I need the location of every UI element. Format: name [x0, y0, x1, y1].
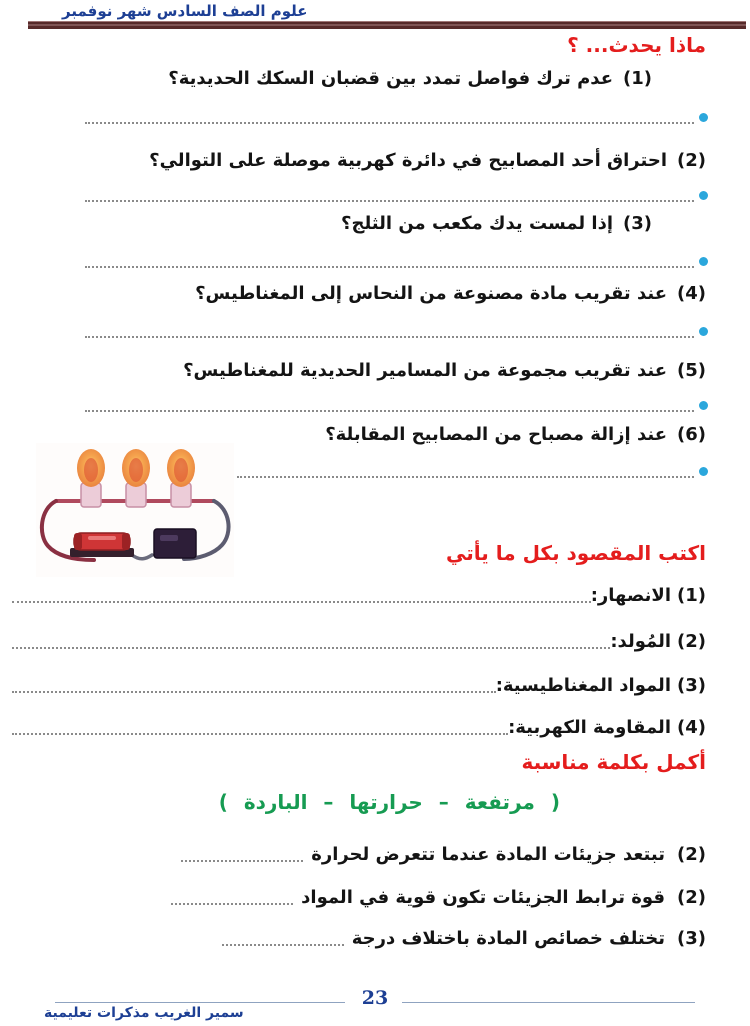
item-text: تختلف خصائص المادة باختلاف درجة — [351, 928, 665, 949]
answer-dotted-line — [85, 112, 694, 124]
question-text: إذا لمست يدك مكعب من الثلج؟ — [341, 213, 613, 234]
battery — [70, 533, 134, 557]
series-circuit-image — [36, 443, 234, 577]
complete-item-1 — [181, 844, 706, 865]
question-text: عدم ترك فواصل تمدد بين قضبان السكك الحديدية؟ — [168, 68, 613, 89]
question-number: (6) — [677, 424, 706, 445]
item-number: (3) — [677, 675, 706, 696]
complete-item-2 — [171, 887, 706, 908]
answer-dotted-line — [12, 721, 508, 735]
item-number: (3) — [677, 928, 706, 949]
question-number: (2) — [677, 150, 706, 171]
bullet-dot-icon — [699, 257, 708, 266]
footer-divider-right — [402, 1002, 695, 1003]
answer-dotted-line — [85, 256, 694, 268]
circuit-illustration — [36, 443, 234, 577]
answer-line-1 — [85, 112, 708, 130]
question-5 — [183, 360, 706, 381]
answer-dotted-line — [85, 400, 694, 412]
switch — [154, 529, 196, 558]
question-4 — [195, 283, 706, 304]
definition-item-4 — [8, 717, 706, 738]
footer-credit: سمير الغريب مذكرات تعليمية — [44, 1005, 244, 1021]
page-header-title: علوم الصف السادس شهر نوفمبر — [62, 2, 308, 20]
section-definitions-heading: اكتب المقصود بكل ما يأتي — [446, 541, 706, 565]
word-bank: ( مرتفعة – حرارتها – الباردة ) — [218, 790, 560, 814]
answer-dotted-line — [181, 848, 303, 862]
footer-divider-left — [55, 1002, 345, 1003]
definition-item-2 — [8, 631, 706, 652]
item-number: (2) — [677, 887, 706, 908]
answer-line-6 — [237, 466, 708, 484]
item-text: تبتعد جزيئات المادة عندما تتعرض لحرارة — [311, 844, 665, 865]
question-1 — [168, 68, 652, 89]
item-number: (2) — [677, 844, 706, 865]
answer-line-3 — [85, 256, 708, 274]
question-number: (5) — [677, 360, 706, 381]
answer-dotted-line — [171, 891, 293, 905]
question-3 — [341, 213, 652, 234]
question-text: عند تقريب مادة مصنوعة من النحاس إلى المغناطيس؟ — [195, 283, 667, 304]
bullet-dot-icon — [699, 401, 708, 410]
header-divider — [28, 21, 746, 29]
question-text: عند إزالة مصباح من المصابيح المقابلة؟ — [325, 424, 667, 445]
question-text: احتراق أحد المصابيح في دائرة كهربية موصلة على التوالي؟ — [149, 150, 667, 171]
answer-line-2 — [85, 190, 708, 208]
answer-dotted-line — [85, 326, 694, 338]
page-number: 23 — [361, 987, 389, 1009]
question-2 — [149, 150, 706, 171]
answer-line-4 — [85, 326, 708, 344]
term-label: المُولد: — [610, 631, 671, 652]
definition-item-1 — [8, 585, 706, 606]
term-label: المقاومة الكهربية: — [508, 717, 671, 738]
question-text: عند تقريب مجموعة من المسامير الحديدية للمغناطيس؟ — [183, 360, 667, 381]
section-what-happens-heading: ماذا يحدث... ؟ — [567, 33, 706, 57]
question-number: (1) — [623, 68, 652, 89]
bullet-dot-icon — [699, 113, 708, 122]
answer-dotted-line — [85, 190, 694, 202]
item-number: (4) — [677, 717, 706, 738]
answer-dotted-line — [12, 635, 610, 649]
lit-bulbs — [77, 449, 195, 487]
answer-dotted-line — [222, 932, 344, 946]
bullet-dot-icon — [699, 191, 708, 200]
item-text: قوة ترابط الجزيئات تكون قوية في المواد — [301, 887, 665, 908]
item-number: (2) — [677, 631, 706, 652]
term-label: الانصهار: — [590, 585, 671, 606]
answer-dotted-line — [12, 589, 591, 603]
answer-dotted-line — [12, 679, 496, 693]
question-6 — [325, 424, 706, 445]
item-number: (1) — [677, 585, 706, 606]
answer-dotted-line — [237, 466, 694, 478]
bullet-dot-icon — [699, 327, 708, 336]
question-number: (3) — [623, 213, 652, 234]
term-label: المواد المغناطيسية: — [495, 675, 671, 696]
answer-line-5 — [85, 400, 708, 418]
section-complete-heading: أكمل بكلمة مناسبة — [521, 750, 706, 774]
definition-item-3 — [8, 675, 706, 696]
bullet-dot-icon — [699, 467, 708, 476]
question-number: (4) — [677, 283, 706, 304]
complete-item-3 — [222, 928, 706, 949]
